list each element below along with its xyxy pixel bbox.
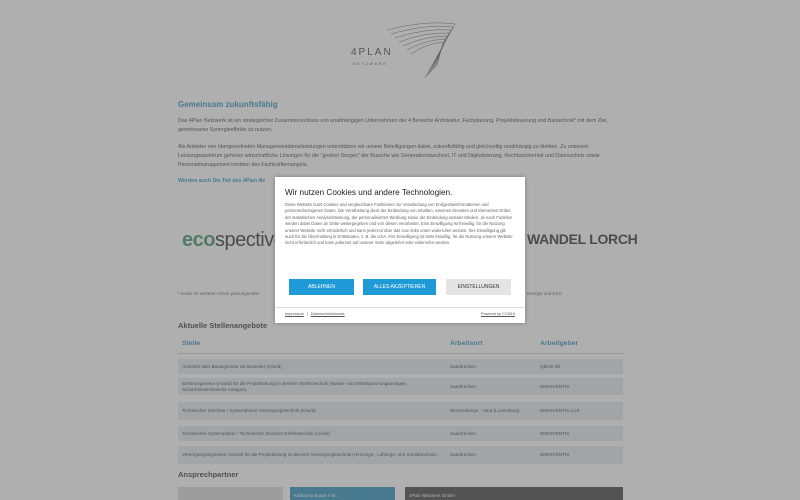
datenschutz-link[interactable]: Datenschutzhinweis — [310, 312, 345, 316]
reject-button[interactable]: ABLEHNEN — [289, 279, 354, 295]
accept-all-button[interactable]: ALLES AKZEPTIEREN — [363, 279, 436, 295]
dialog-footer-links — [285, 312, 345, 316]
cookie-dialog-title: Wir nutzen Cookies und andere Technologien. — [285, 188, 453, 197]
cookie-dialog-text: Diese Website nutzt Cookies und vergleichbare Funktionen zur Verarbeitung von Endgeräteinformationen und personenbezogenen Daten. Die Verarbeitung dient der Einbindung von Inhalten, externen Diensten und Elementen Dritter, der statistischen Analyse/Messung, der personalisierten Werbung sowie der Einbindung sozialer Medien. Je nach Funktion werden dabei Daten an Dritte weitergegeben und von diesen verarbeitet. Eine Einwilligung ist freiwillig, für die Nutzung unserer Website nicht erforderlich und kann jederzeit über das Icon links unten widerrufen werden. Ihre Einwilligung gilt auch für die Übermittlung in Drittstaaten, z. B. die USA. Ihre Einwilligung ist stets freiwillig, für die Nutzung unserer Website nicht erforderlich und kann jederzeit auf unserer Seite abgelehnt oder widerrufen werden. — [285, 202, 513, 246]
impressum-link[interactable]: Impressum — [285, 312, 304, 316]
settings-button[interactable]: EINSTELLUNGEN — [446, 279, 511, 295]
footer-separator: | — [306, 312, 308, 316]
powered-by-link[interactable]: Powered by CCM19 — [481, 312, 515, 316]
cookie-dialog — [275, 177, 525, 323]
dialog-divider — [275, 307, 525, 308]
